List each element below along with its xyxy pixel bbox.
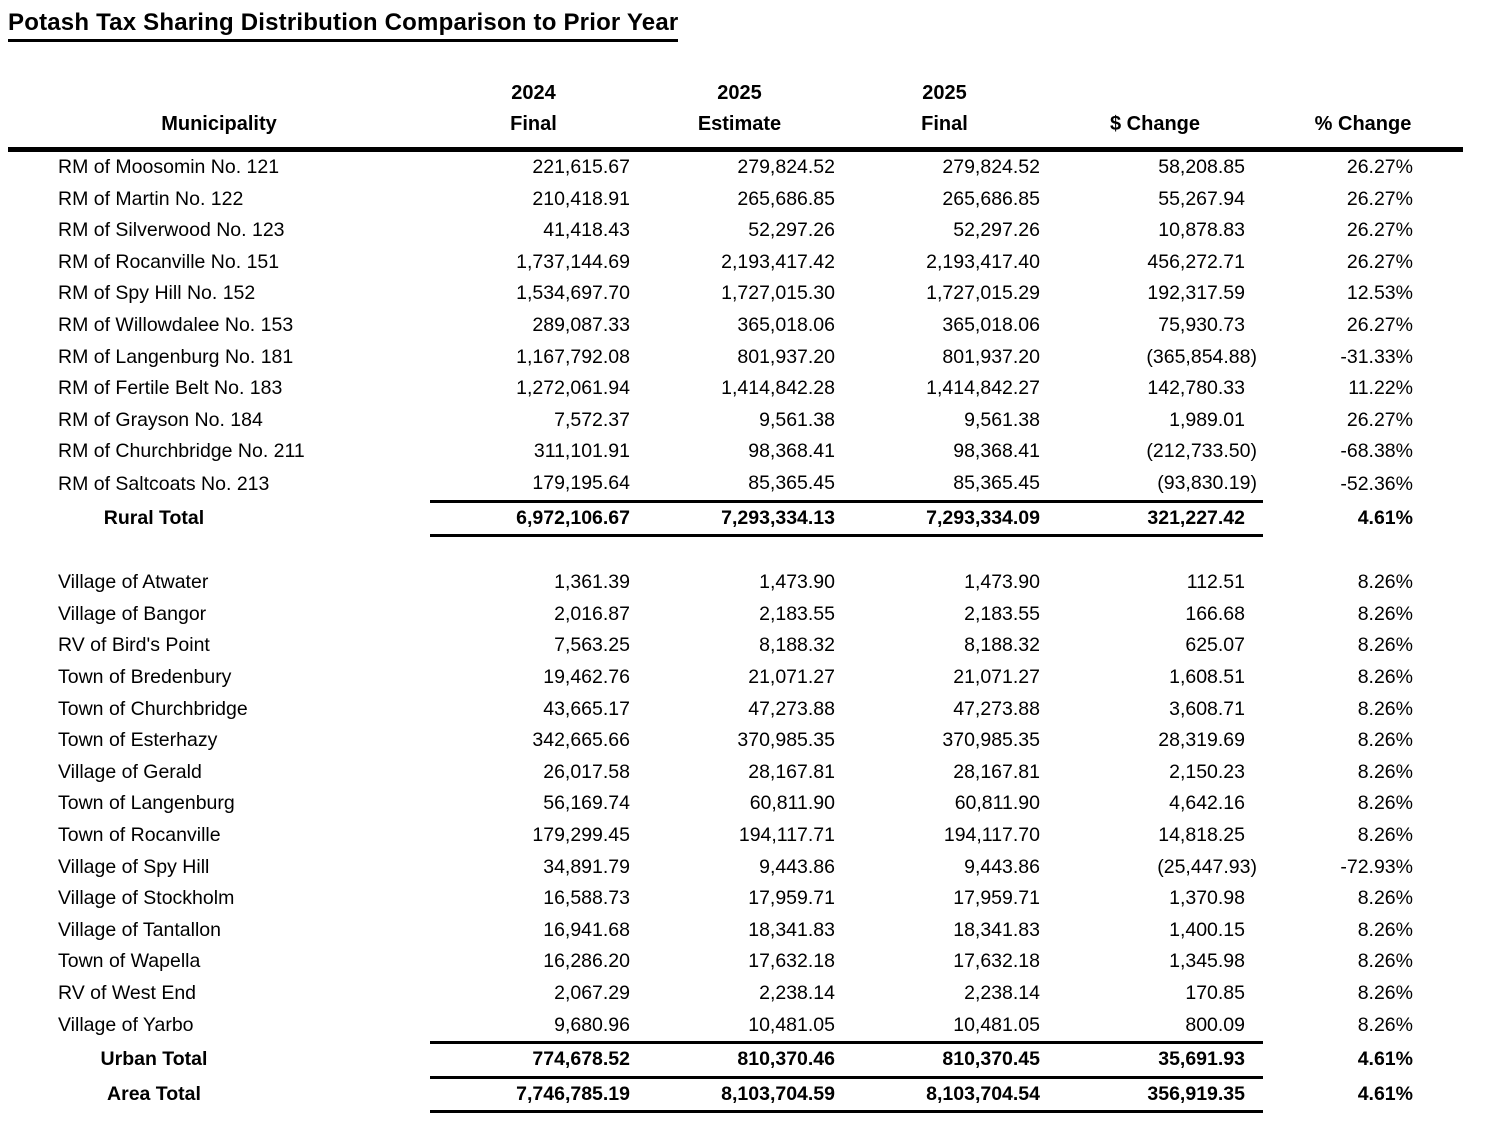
final-2025-cell: 1,727,015.29 [926, 282, 1040, 305]
estimate-2025-cell: 17,959.71 [748, 887, 835, 910]
final-2024-cell: 56,169.74 [543, 792, 630, 815]
column-header-2024-final [430, 78, 637, 150]
column-header-municipality-label: Municipality [161, 113, 277, 135]
final-2025-cell: 60,811.90 [954, 792, 1040, 815]
dollar-change-cell: 1,370.98 [1169, 887, 1245, 910]
dollar-change-cell: 170.85 [1185, 981, 1245, 1004]
municipality-cell: Town of Wapella [58, 950, 201, 973]
municipality-cell: RM of Willowdalee No. 153 [58, 313, 294, 336]
municipality-cell: Town of Langenburg [58, 792, 235, 815]
final-2025-cell: 365,018.06 [942, 313, 1040, 336]
final-2025-cell: 194,117.70 [943, 823, 1040, 846]
final-2025-cell: 10,481.05 [953, 1013, 1040, 1036]
dollar-change-cell: 1,989.01 [1169, 408, 1245, 431]
final-2025-cell: 9,561.38 [964, 408, 1040, 431]
final-2025-cell: 9,443.86 [964, 855, 1040, 878]
final-2025-cell: 17,959.71 [953, 887, 1040, 910]
estimate-2025-cell: 9,443.86 [759, 855, 835, 878]
municipality-cell: Town of Rocanville [58, 823, 221, 846]
estimate-2025-cell: 194,117.71 [738, 823, 835, 846]
final-2024-cell: 9,680.96 [554, 1013, 630, 1036]
dollar-change-cell: (93,830.19) [1157, 471, 1257, 494]
urban-total-label: Urban Total [100, 1048, 208, 1071]
urban-municipality-row [8, 725, 1463, 757]
urban-total-final-2025: 810,370.45 [842, 1043, 1047, 1078]
header-row [8, 78, 1463, 150]
urban-total-estimate-2025: 810,370.46 [637, 1043, 842, 1078]
final-2025-cell: 28,167.81 [953, 760, 1040, 783]
percent-change-cell: -52.36% [1340, 472, 1413, 495]
percent-change-cell: 8.26% [1357, 981, 1413, 1004]
dollar-change-cell: 625.07 [1185, 634, 1245, 657]
rural-total-row [8, 501, 1463, 536]
estimate-2025-cell: 60,811.90 [749, 792, 835, 815]
final-2024-cell: 1,534,697.70 [516, 282, 630, 305]
estimate-2025-cell: 2,183.55 [759, 602, 835, 625]
page-title-text: Potash Tax Sharing Distribution Comparison to Prior Year [8, 8, 678, 42]
urban-municipality-row [8, 978, 1463, 1010]
percent-change-cell: -72.93% [1340, 855, 1413, 878]
final-2025-cell: 21,071.27 [953, 666, 1040, 688]
dollar-change-cell: 3,608.71 [1169, 697, 1245, 720]
municipality-cell: Village of Yarbo [58, 1014, 194, 1037]
dollar-change-cell: 1,400.15 [1169, 918, 1245, 941]
final-2025-cell: 2,183.55 [964, 602, 1040, 625]
percent-change-cell: 8.26% [1357, 823, 1413, 846]
final-2025-cell: 265,686.85 [942, 187, 1040, 210]
column-header-percent-change [1263, 78, 1463, 150]
urban-municipality-row [8, 567, 1463, 599]
rural-total-final-2024: 6,972,106.67 [430, 501, 637, 536]
rural-total-percent-change: 4.61% [1357, 506, 1413, 529]
final-2024-cell: 2,016.87 [554, 602, 630, 625]
dollar-change-cell: (212,733.50) [1146, 440, 1257, 463]
percent-change-cell: 26.27% [1346, 250, 1413, 273]
grand-totals-section [8, 1043, 1463, 1112]
percent-change-cell: 26.27% [1346, 187, 1413, 210]
municipality-cell: Village of Stockholm [58, 887, 235, 910]
municipality-cell: RM of Moosomin No. 121 [58, 156, 280, 178]
final-2025-cell: 47,273.88 [953, 697, 1040, 720]
section-spacer-row [8, 536, 1463, 568]
rural-municipality-row [8, 342, 1463, 374]
section-spacer [8, 536, 1463, 568]
urban-municipality-row [8, 883, 1463, 915]
estimate-2025-cell: 279,824.52 [737, 156, 835, 178]
final-2025-cell: 18,341.83 [953, 918, 1040, 941]
municipality-cell: RM of Fertile Belt No. 183 [58, 377, 283, 400]
estimate-2025-cell: 47,273.88 [748, 697, 835, 720]
estimate-2025-cell: 52,297.26 [748, 219, 835, 242]
final-2024-cell: 342,665.66 [532, 729, 630, 752]
dollar-change-cell: 112.51 [1186, 571, 1245, 594]
percent-change-cell: 8.26% [1357, 950, 1413, 973]
municipality-cell: Town of Bredenbury [58, 666, 232, 688]
rural-municipality-row [8, 405, 1463, 437]
column-header-2025-final-line1: 2025 [922, 82, 967, 104]
municipality-cell: RM of Silverwood No. 123 [58, 219, 285, 242]
percent-change-cell: -68.38% [1340, 440, 1413, 463]
percent-change-cell: 8.26% [1357, 697, 1413, 720]
percent-change-cell: 26.27% [1346, 313, 1413, 336]
percent-change-cell: 26.27% [1346, 219, 1413, 242]
table-header [8, 78, 1463, 150]
column-header-municipality [8, 78, 430, 150]
final-2024-cell: 210,418.91 [532, 187, 630, 210]
percent-change-cell: 8.26% [1357, 887, 1413, 910]
percent-change-cell: 8.26% [1357, 1014, 1413, 1037]
rural-municipality-row [8, 310, 1463, 342]
area-total-row [8, 1077, 1463, 1112]
estimate-2025-cell: 2,238.14 [759, 981, 835, 1004]
column-header-2025-final-line2: Final [921, 113, 968, 135]
estimate-2025-cell: 85,365.45 [748, 471, 835, 494]
percent-change-cell: 8.26% [1357, 760, 1413, 783]
final-2024-cell: 311,101.91 [533, 440, 630, 463]
dollar-change-cell: 4,642.16 [1169, 792, 1245, 815]
estimate-2025-cell: 9,561.38 [759, 408, 835, 431]
final-2024-cell: 26,017.58 [543, 760, 630, 783]
area-total-percent-change: 4.61% [1357, 1082, 1413, 1105]
final-2025-cell: 98,368.41 [953, 440, 1040, 463]
estimate-2025-cell: 2,193,417.42 [721, 250, 835, 273]
dollar-change-cell: 14,818.25 [1158, 823, 1245, 846]
rural-total-section [8, 501, 1463, 567]
municipality-cell: RM of Saltcoats No. 213 [58, 472, 270, 495]
final-2025-cell: 1,473.90 [964, 571, 1040, 594]
urban-municipality-row [8, 946, 1463, 978]
final-2025-cell: 1,414,842.27 [926, 377, 1040, 400]
urban-municipality-row [8, 1010, 1463, 1043]
urban-municipality-row [8, 757, 1463, 789]
dollar-change-cell: 10,878.83 [1158, 219, 1245, 242]
percent-change-cell: 8.26% [1357, 634, 1413, 657]
column-header-2024-final-line2: Final [510, 113, 557, 135]
rural-total-label: Rural Total [103, 506, 205, 529]
estimate-2025-cell: 370,985.35 [737, 729, 835, 752]
final-2024-cell: 1,167,792.08 [516, 345, 630, 368]
estimate-2025-cell: 17,632.18 [748, 950, 835, 973]
municipality-cell: Village of Atwater [58, 571, 209, 594]
municipality-cell: RM of Martin No. 122 [58, 187, 244, 210]
final-2025-cell: 370,985.35 [942, 729, 1040, 752]
final-2024-cell: 19,462.76 [543, 666, 630, 688]
municipality-cell: RM of Rocanville No. 151 [58, 250, 280, 273]
page-title [8, 8, 1500, 42]
final-2024-cell: 179,195.64 [532, 471, 630, 494]
final-2024-cell: 2,067.29 [554, 981, 630, 1004]
column-header-2025-estimate-line2: Estimate [697, 113, 782, 135]
estimate-2025-cell: 18,341.83 [748, 918, 835, 941]
municipality-cell: Village of Gerald [58, 760, 202, 783]
urban-total-percent-change: 4.61% [1357, 1048, 1413, 1071]
dollar-change-cell: (25,447.93) [1157, 855, 1257, 878]
final-2025-cell: 85,365.45 [953, 471, 1040, 494]
rural-municipality-row [8, 150, 1463, 184]
percent-change-cell: 8.26% [1357, 918, 1413, 941]
final-2024-cell: 7,563.25 [554, 634, 630, 657]
estimate-2025-cell: 98,368.41 [748, 440, 835, 463]
rural-municipality-row [8, 373, 1463, 405]
final-2024-cell: 41,418.43 [543, 219, 630, 242]
urban-municipality-row [8, 662, 1463, 694]
estimate-2025-cell: 8,188.32 [759, 634, 835, 657]
final-2024-cell: 34,891.79 [543, 855, 630, 878]
dollar-change-cell: 1,608.51 [1169, 666, 1245, 688]
rural-total-final-2025: 7,293,334.09 [842, 501, 1047, 536]
estimate-2025-cell: 365,018.06 [737, 313, 835, 336]
percent-change-cell: 8.26% [1357, 792, 1413, 815]
percent-change-cell: 8.26% [1357, 729, 1413, 752]
percent-change-cell: 26.27% [1346, 156, 1413, 178]
estimate-2025-cell: 801,937.20 [737, 345, 835, 368]
urban-municipality-row [8, 820, 1463, 852]
rural-municipality-row [8, 184, 1463, 216]
final-2025-cell: 17,632.18 [953, 950, 1040, 973]
municipality-cell: Town of Esterhazy [58, 729, 218, 752]
municipality-cell: RM of Spy Hill No. 152 [58, 282, 256, 305]
final-2025-cell: 8,188.32 [964, 634, 1040, 657]
dollar-change-cell: 75,930.73 [1158, 313, 1245, 336]
municipality-cell: RV of Bird's Point [58, 634, 210, 657]
dollar-change-cell: 2,150.23 [1169, 760, 1245, 783]
urban-municipality-row [8, 630, 1463, 662]
column-header-dollar-change [1047, 78, 1263, 150]
final-2025-cell: 2,193,417.40 [926, 250, 1040, 273]
final-2024-cell: 43,665.17 [543, 697, 630, 720]
tax-distribution-table [8, 78, 1463, 1113]
final-2024-cell: 289,087.33 [532, 313, 630, 336]
column-header-2024-final-line1: 2024 [511, 82, 556, 104]
rural-municipality-row [8, 468, 1463, 501]
percent-change-cell: 8.26% [1357, 602, 1413, 625]
rural-municipality-row [8, 247, 1463, 279]
final-2024-cell: 16,941.68 [543, 918, 630, 941]
percent-change-cell: -31.33% [1340, 345, 1413, 368]
dollar-change-cell: 28,319.69 [1158, 729, 1245, 752]
municipality-cell: Village of Spy Hill [58, 855, 210, 878]
urban-section [8, 567, 1463, 1042]
urban-municipality-row [8, 694, 1463, 726]
column-header-2025-estimate [637, 78, 842, 150]
final-2025-cell: 279,824.52 [942, 156, 1040, 178]
municipality-cell: RM of Langenburg No. 181 [58, 345, 294, 368]
final-2024-cell: 179,299.45 [532, 823, 630, 846]
dollar-change-cell: 456,272.71 [1147, 250, 1245, 273]
municipality-cell: RM of Grayson No. 184 [58, 408, 263, 431]
final-2024-cell: 16,286.20 [543, 950, 630, 973]
percent-change-cell: 8.26% [1357, 666, 1413, 688]
final-2024-cell: 221,615.67 [532, 156, 630, 178]
dollar-change-cell: 142,780.33 [1147, 377, 1245, 400]
municipality-cell: RM of Churchbridge No. 211 [58, 440, 305, 463]
area-total-dollar-change: 356,919.35 [1047, 1077, 1263, 1112]
rural-total-estimate-2025: 7,293,334.13 [637, 501, 842, 536]
urban-total-row [8, 1043, 1463, 1078]
municipality-cell: RV of West End [58, 981, 197, 1004]
urban-municipality-row [8, 599, 1463, 631]
estimate-2025-cell: 21,071.27 [748, 666, 835, 688]
area-total-final-2024: 7,746,785.19 [430, 1077, 637, 1112]
dollar-change-cell: 1,345.98 [1169, 950, 1245, 973]
area-total-label: Area Total [107, 1082, 201, 1105]
urban-total-final-2024: 774,678.52 [430, 1043, 637, 1078]
dollar-change-cell: 192,317.59 [1147, 282, 1245, 305]
dollar-change-cell: 55,267.94 [1158, 187, 1245, 210]
dollar-change-cell: 800.09 [1185, 1013, 1245, 1036]
urban-municipality-row [8, 915, 1463, 947]
percent-change-cell: 11.22% [1348, 377, 1413, 400]
final-2024-cell: 1,272,061.94 [516, 377, 630, 400]
final-2024-cell: 1,737,144.69 [516, 250, 630, 273]
rural-municipality-row [8, 278, 1463, 310]
column-header-percent-change-label: % Change [1314, 113, 1412, 135]
column-header-2025-final [842, 78, 1047, 150]
percent-change-cell: 26.27% [1346, 408, 1413, 431]
urban-total-dollar-change: 35,691.93 [1047, 1043, 1263, 1078]
percent-change-cell: 8.26% [1357, 571, 1413, 594]
dollar-change-cell: 58,208.85 [1158, 156, 1245, 178]
final-2025-cell: 2,238.14 [964, 981, 1040, 1004]
rural-total-dollar-change: 321,227.42 [1047, 501, 1263, 536]
final-2025-cell: 801,937.20 [942, 345, 1040, 368]
final-2024-cell: 7,572.37 [554, 408, 630, 431]
municipality-cell: Town of Churchbridge [58, 697, 248, 720]
municipality-cell: Village of Tantallon [58, 918, 221, 941]
estimate-2025-cell: 1,727,015.30 [721, 282, 835, 305]
dollar-change-cell: 166.68 [1185, 602, 1245, 625]
rural-section [8, 150, 1463, 502]
estimate-2025-cell: 1,473.90 [759, 571, 835, 594]
rural-municipality-row [8, 436, 1463, 468]
column-header-dollar-change-label: $ Change [1109, 113, 1201, 135]
final-2025-cell: 52,297.26 [953, 219, 1040, 242]
estimate-2025-cell: 10,481.05 [748, 1013, 835, 1036]
dollar-change-cell: (365,854.88) [1146, 345, 1257, 368]
final-2024-cell: 16,588.73 [543, 887, 630, 910]
estimate-2025-cell: 28,167.81 [748, 760, 835, 783]
final-2024-cell: 1,361.39 [554, 571, 630, 594]
estimate-2025-cell: 1,414,842.28 [721, 377, 835, 400]
estimate-2025-cell: 265,686.85 [737, 187, 835, 210]
area-total-estimate-2025: 8,103,704.59 [637, 1077, 842, 1112]
area-total-final-2025: 8,103,704.54 [842, 1077, 1047, 1112]
percent-change-cell: 12.53% [1346, 282, 1413, 305]
municipality-cell: Village of Bangor [58, 602, 207, 625]
rural-municipality-row [8, 215, 1463, 247]
column-header-2025-estimate-line1: 2025 [717, 82, 762, 104]
urban-municipality-row [8, 788, 1463, 820]
urban-municipality-row [8, 852, 1463, 884]
